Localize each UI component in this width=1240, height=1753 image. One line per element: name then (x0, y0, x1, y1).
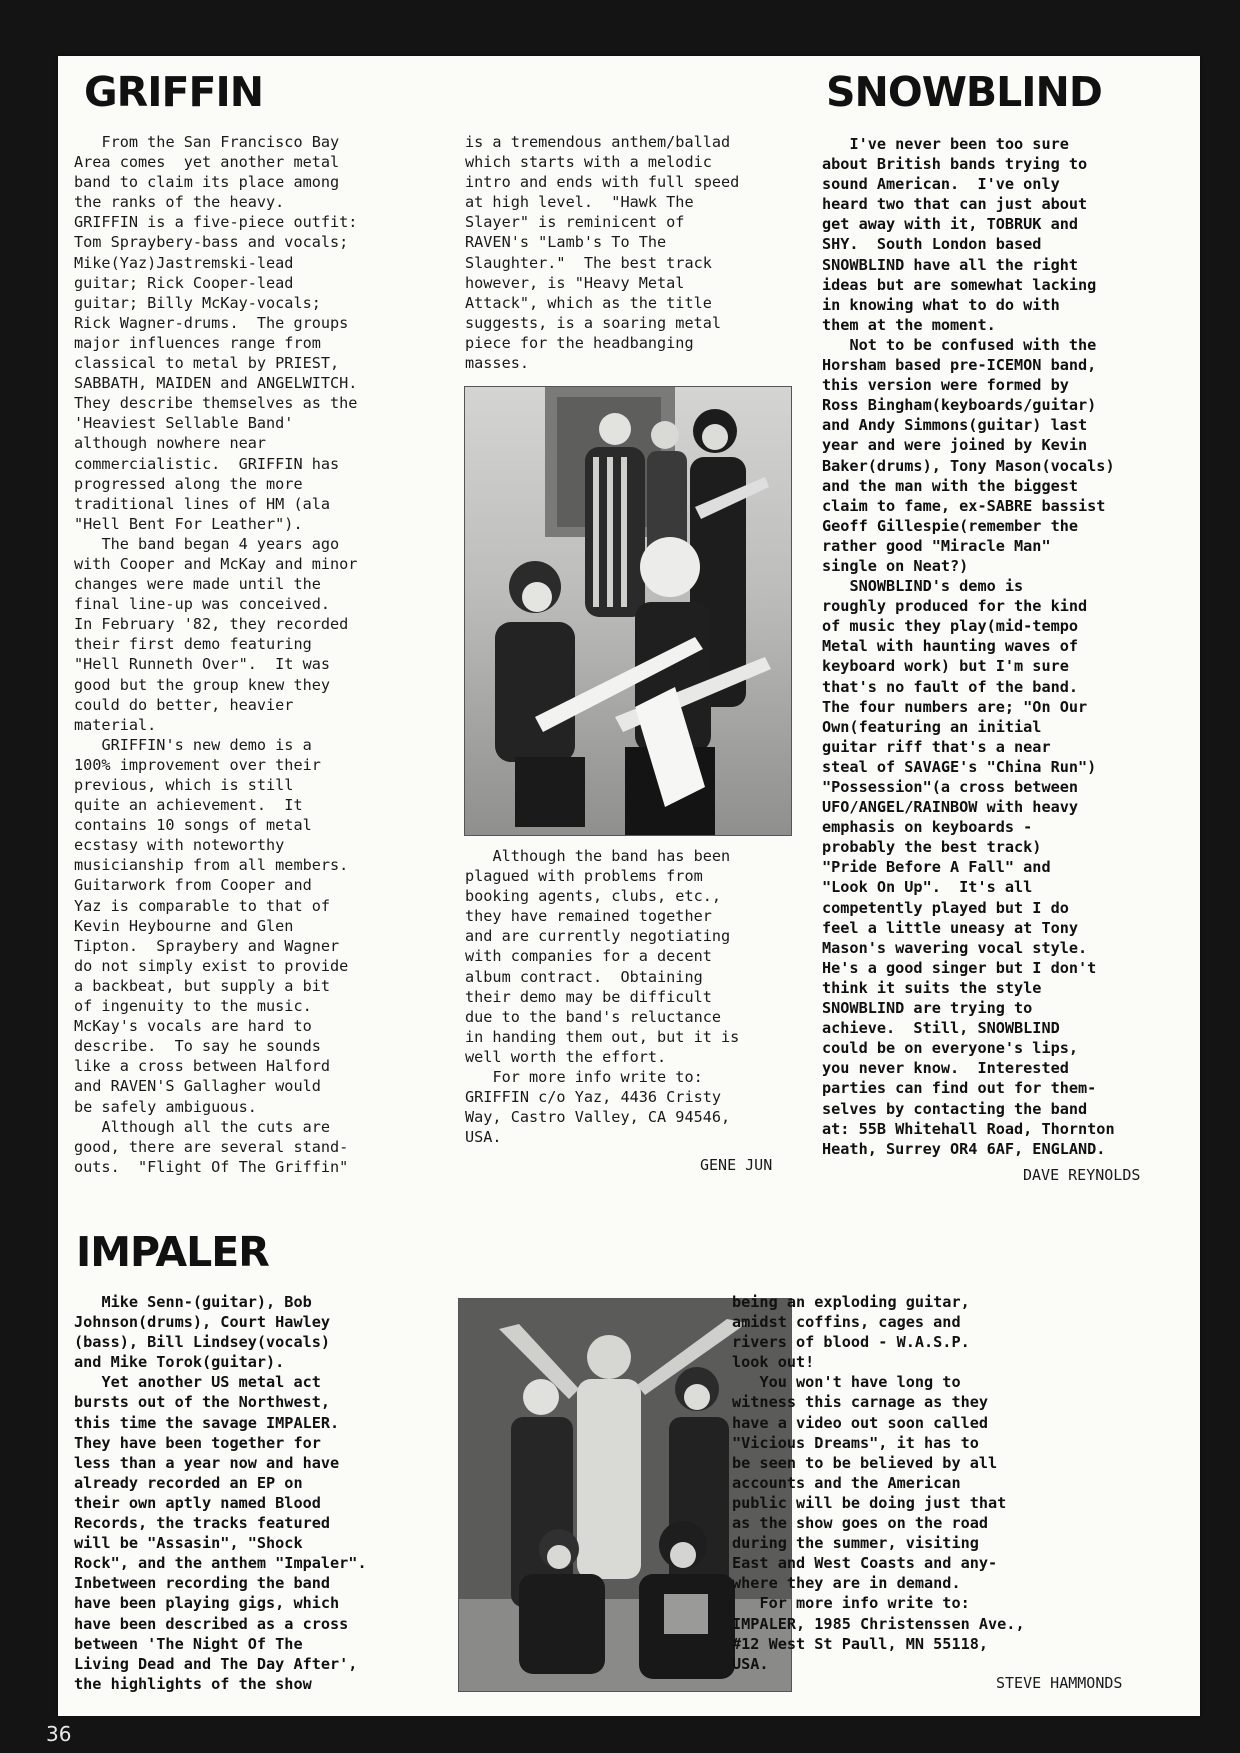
page-number: 36 (46, 1722, 72, 1746)
griffin-column-1: From the San Francisco Bay Area comes yet another metal band to claim its place among the ranks of the heavy. GRIFFIN is a five-piece outfit: Tom Spraybery-bass and vocals; Mike(Yaz)Jastremski-lead guitar; Rick Cooper-lead guitar; Billy McKay-vocals; Rick Wagner-drums. The groups major influences range from classical to metal by PRIEST, SABBATH, MAIDEN and ANGELWITCH. They describe themselves as the 'Heaviest Sellable Band' although nowhere near commercialistic. GRIFFIN has progressed along the more traditional lines of HM (ala "Hell Bent For Leather"). The band began 4 years ago with Cooper and McKay and minor changes were made until the final line-up was conceived. In February '82, they recorded their first demo featuring "Hell Runneth Over". It was good but the group knew they could do better, heavier material. GRIFFIN's new demo is a 100% improvement over their previous, which is still quite an achievement. It contains 10 songs of metal ecstasy with noteworthy musicianship from all members. Guitarwork from Cooper and Yaz is comparable to that of Kevin Heybourne and Glen Tipton. Spraybery and Wagner do not simply exist to provide a backbeat, but supply a bit of ingenuity to the music. McKay's vocals are hard to describe. To say he sounds like a cross between Halford and RAVEN'S Gallagher would be safely ambiguous. Although all the cuts are good, there are several stand- outs. "Flight Of The Griffin" (74, 133, 358, 1176)
snowblind-byline: DAVE REYNOLDS (1023, 1166, 1141, 1184)
snowblind-headline: SNOWBLIND (826, 68, 1102, 116)
griffin-band-photo (464, 386, 792, 836)
impaler-headline: IMPALER (76, 1228, 269, 1276)
snowblind-column: I've never been too sure about British bands trying to sound American. I've only heard two that can just about get away with it, TOBRUK and SHY. South London based SNOWBLIND have all the right ideas but are somewhat lacking in knowing what to do with them at the moment. Not to be confused with the Horsham based pre-ICEMON band, this version were formed by Ross Bingham(keyboards/guitar) and Andy Simmons(guitar) last year and were joined by Kevin Baker(drums), Tony Mason(vocals) and the man with the biggest claim to fame, ex-SABRE bassist Geoff Gillespie(remember the rather good "Miracle Man" single on Neat?) SNOWBLIND's demo is roughly produced for the kind of music they play(mid-tempo Metal with haunting waves of keyboard work) but I'm sure that's no fault of the band. The four numbers are; "On Our Own(featuring an initial guitar riff that's a near steal of SAVAGE's "China Run") "Possession"(a cross between UFO/ANGEL/RAINBOW with heavy emphasis on keyboards - probably the best track) "Pride Before A Fall" and "Look On Up". It's all competently played but I do feel a little uneasy at Tony Mason's wavering vocal style. He's a good singer but I don't think it suits the style SNOWBLIND are trying to achieve. Still, SNOWBLIND could be on everyone's lips, you never know. Interested parties can find out for them- selves by contacting the band at: 55B Whitehall Road, Thornton Heath, Surrey OR4 6AF, ENGLAND. (822, 135, 1115, 1158)
griffin-column-2-top: is a tremendous anthem/ballad which starts with a melodic intro and ends with full speed at high level. "Hawk The Slayer" is reminicent of RAVEN's "Lamb's To The Slaughter." The best track however, is "Heavy Metal Attack", which as the title suggests, is a soaring metal piece for the headbanging masses. (465, 133, 740, 373)
impaler-column-3: being an exploding guitar, amidst coffins, cages and rivers of blood - W.A.S.P. look out! You won't have long to witness this carnage as they have a video out soon called "Vicious Dreams", it has to be seen to be believed by all accounts and the American public will be doing just that as the show goes on the road during the summer, visiting East and West Coasts and any- where they are in demand. For more info write to: IMPALER, 1985 Christenssen Ave., #12 West St Paull, MN 55118, USA. (732, 1293, 1025, 1673)
griffin-headline: GRIFFIN (84, 68, 264, 116)
impaler-column-1: Mike Senn-(guitar), Bob Johnson(drums), Court Hawley (bass), Bill Lindsey(vocals) and Mike Torok(guitar). Yet another US metal act bursts out of the Northwest, this time the savage IMPALER. They have been together for less than a year now and have already recorded an EP on their own aptly named Blood Records, the tracks featured will be "Assasin", "Shock Rock", and the anthem "Impaler". Inbetween recording the band have been playing gigs, which have been described as a cross between 'The Night Of The Living Dead and The Day After', the highlights of the show (74, 1293, 367, 1693)
griffin-column-2-bottom: Although the band has been plagued with problems from booking agents, clubs, etc., they have remained together and are currently negotiating with companies for a decent album contract. Obtaining their demo may be difficult due to the band's reluctance in handing them out, but it is well worth the effort. For more info write to: GRIFFIN c/o Yaz, 4436 Cristy Way, Castro Valley, CA 94546, USA. (465, 847, 740, 1147)
griffin-byline: GENE JUN (700, 1156, 773, 1174)
impaler-byline: STEVE HAMMONDS (996, 1674, 1123, 1692)
magazine-page (58, 56, 1200, 1716)
